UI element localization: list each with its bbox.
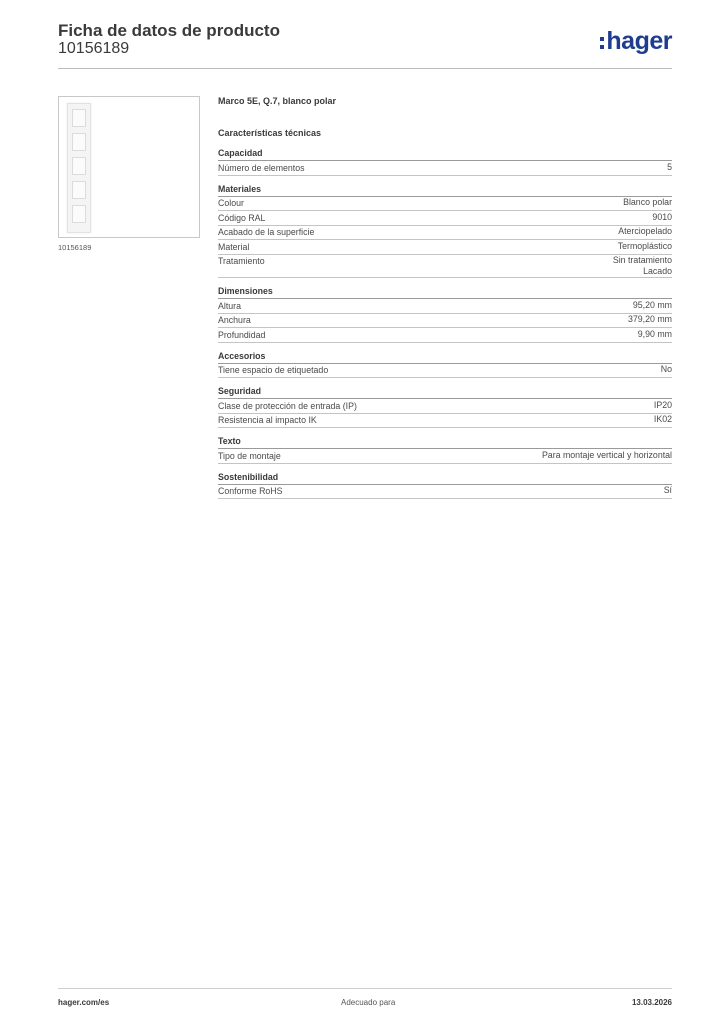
spec-row (218, 414, 672, 429)
spec-label: Código RAL (218, 212, 266, 223)
spec-value-line: 379,20 mm (627, 314, 672, 324)
spec-value (633, 300, 672, 313)
spec-row (218, 449, 672, 464)
spec-label: Material (218, 241, 250, 252)
spec-row (218, 197, 672, 212)
spec-row (218, 328, 672, 343)
spec-value-line: Sí (663, 485, 672, 495)
spec-value (654, 414, 672, 427)
spec-label: Colour (218, 198, 244, 208)
footer-center-text: Adecuado para (341, 998, 396, 1007)
spec-group-title: Materiales (218, 183, 672, 197)
spec-row (218, 226, 672, 241)
frame-5-element-image (67, 103, 91, 233)
spec-value-line: Termoplástico (617, 240, 672, 251)
spec-label: Resistencia al impacto IK (218, 415, 317, 425)
header-divider (58, 68, 672, 69)
spec-value (613, 255, 672, 277)
page-title: Ficha de datos de producto (58, 21, 280, 40)
spec-row (218, 240, 672, 255)
spec-group (218, 435, 672, 464)
spec-value-line: 9,90 mm (637, 328, 672, 339)
spec-label: Conforme RoHS (218, 486, 283, 496)
spec-row (218, 255, 672, 279)
spec-group (218, 350, 672, 379)
section-heading: Características técnicas (218, 128, 322, 138)
spec-value-line: Lacado (643, 266, 672, 276)
spec-label: Anchura (218, 315, 251, 325)
spec-value (661, 364, 672, 377)
spec-value-line: Blanco polar (623, 197, 672, 207)
spec-group (218, 385, 672, 428)
spec-value (618, 226, 672, 239)
spec-value-line: IK02 (653, 414, 672, 424)
spec-row (218, 399, 672, 414)
product-image (58, 96, 200, 238)
spec-group-title: Sostenibilidad (218, 471, 672, 485)
spec-group (218, 147, 672, 176)
spec-value-line: 9010 (652, 211, 672, 222)
spec-value (618, 241, 672, 254)
image-caption: 10156189 (58, 243, 92, 252)
spec-value (667, 162, 672, 175)
spec-value-line: 5 (667, 161, 672, 172)
spec-group (218, 285, 672, 343)
spec-value (542, 450, 672, 463)
spec-value (652, 212, 672, 225)
product-code: 10156189 (58, 40, 130, 57)
logo-text: hager (606, 26, 672, 55)
spec-value-line: IP20 (653, 399, 672, 410)
spec-value (664, 485, 672, 498)
footer-website[interactable]: hager.com/es (58, 998, 110, 1007)
spec-value-line: No (660, 364, 672, 374)
spec-value (654, 400, 672, 413)
spec-value-line: Aterciopelado (618, 226, 672, 236)
spec-row (218, 299, 672, 314)
spec-row (218, 364, 672, 379)
logo-dots-icon (600, 37, 604, 49)
spec-group (218, 183, 672, 279)
spec-group-title: Capacidad (218, 147, 672, 161)
hager-logo (600, 26, 672, 56)
spec-group-title: Dimensiones (218, 285, 672, 299)
spec-group-title: Texto (218, 435, 672, 449)
spec-label: Tratamiento (218, 256, 265, 266)
spec-row (218, 161, 672, 176)
spec-value-line: 95,20 mm (632, 299, 672, 310)
spec-value-line: Para montaje vertical y horizontal (541, 449, 672, 460)
spec-value-line: Sin tratamiento (612, 255, 672, 265)
spec-label: Altura (218, 300, 241, 311)
spec-label: Clase de protección de entrada (IP) (218, 400, 357, 411)
spec-value (628, 314, 672, 327)
spec-row (218, 485, 672, 500)
spec-group (218, 471, 672, 500)
footer-divider (58, 988, 672, 989)
spec-label: Número de elementos (218, 162, 305, 173)
spec-group-title: Seguridad (218, 385, 672, 399)
spec-group-title: Accesorios (218, 350, 672, 364)
product-name: Marco 5E, Q.7, blanco polar (218, 96, 337, 106)
spec-content (218, 94, 672, 499)
spec-label: Acabado de la superficie (218, 227, 315, 237)
spec-label: Profundidad (218, 329, 266, 340)
spec-groups (218, 147, 672, 499)
spec-label: Tipo de montaje (218, 450, 281, 461)
spec-row (218, 211, 672, 226)
spec-label: Tiene espacio de etiquetado (218, 365, 329, 375)
footer-date: 13.03.2026 (631, 998, 672, 1007)
spec-value (623, 197, 672, 210)
spec-value (638, 329, 672, 342)
spec-row (218, 314, 672, 329)
